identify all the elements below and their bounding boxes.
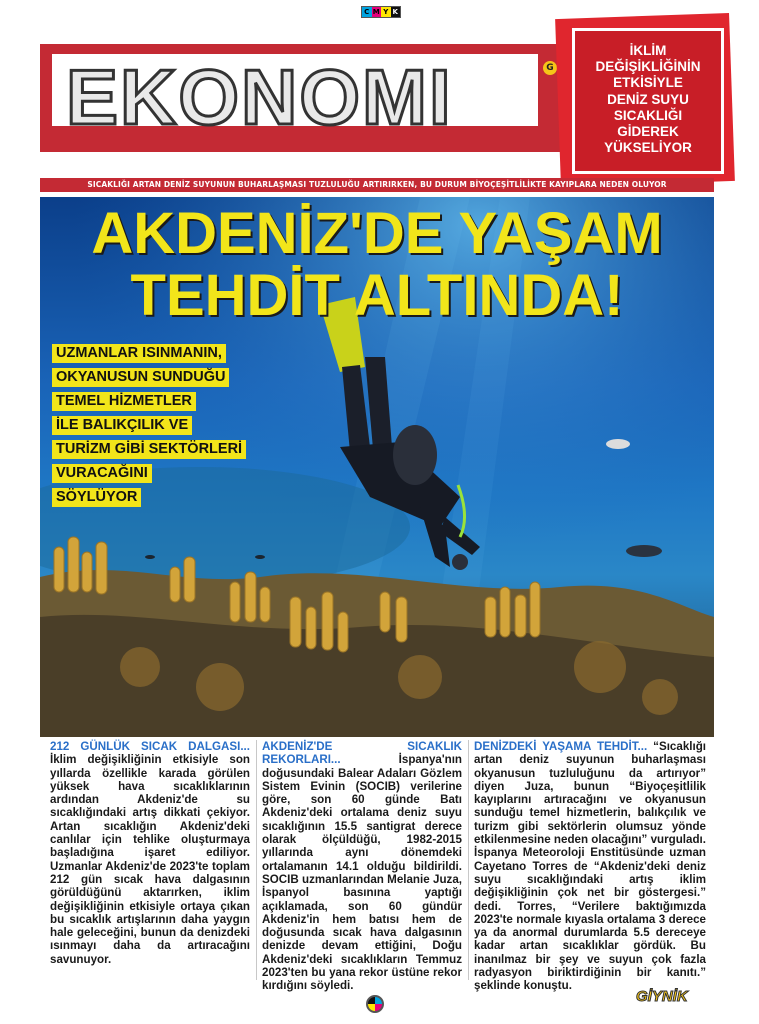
- article-column-1: [50, 740, 250, 966]
- headline: [40, 203, 714, 327]
- fish: [145, 555, 155, 559]
- column-lead: DENİZDEKİ YAŞAMA TEHDİT...: [474, 740, 648, 753]
- side-line: ETKİSİYLE: [613, 75, 683, 91]
- cmyk-registration-strip: [361, 6, 401, 18]
- column-body: “Sıcaklığı artan deniz suyunun buharlaşması okyanusun tuzluluğunu da artırıyor” diyen Juza, bunun “Biyoçeşitlilik kayıplarını artıracağını ve okyanusun sunduğu temel hizmetlerin, balıkçılık ve turizm gibi sektörlerin olumsuz yönde etkilenmesine neden olacağını” vurguladı. İspanya Meteoroloji Enstitüsünde uzman Cayetano Torres de “Akdeniz'deki deniz suyu sıcaklığındaki artış iklim değişikliğinin çok net bir göstergesi.” dedi. Torres, “Verilere baktığımızda 2023'te normale kıyasla ortalama 3 derece ya da anormal durumlarda 5.5 dereceye kadar artan sıcaklıklar gördük. Bu inanılmaz bir şey ve suyun çok fazla radyasyon biriktirdiğinin bir kanıtı.” şeklinde konuştu.: [474, 740, 707, 993]
- column-body: İspanya'nın doğusundaki Balear Adaları Gözlem Sistem Evinin (SOCIB) verilerine göre, son 60 günde Batı Akdeniz'deki ortalama deniz suyu sıcaklığının 15.5 santigrat derece olarak ölçüldüğü, 1982-2015 yıllarında aynı dönemdeki ortalamanın 14.1 olduğu bildirildi. SOCIB uzmanlarından Melanie Juza, İspanyol basınına yaptığı açıklamada, son 60 gündür Akdeniz'in hem batısı hem de doğusunda sıcak hava dalgasının denizde devam ettiğini, Doğu Akdeniz'deki sıcaklıkların Temmuz 2023'ten bu yana rekor üstüne rekor kırdığını söyledi.: [262, 753, 462, 993]
- fish: [626, 545, 662, 557]
- cmyk-y: Y: [381, 7, 391, 17]
- deck: [52, 342, 292, 510]
- cmyk-m: M: [372, 8, 380, 16]
- column-lead: AKDENİZ'DE SICAKLIK REKORLARI...: [262, 740, 462, 767]
- deck-line: TEMEL HİZMETLER: [52, 392, 196, 411]
- side-line: DEĞİŞİKLİĞİNİN: [595, 59, 701, 75]
- cmyk-c: C: [362, 7, 372, 17]
- side-teaser-box: [572, 28, 724, 174]
- issue-number: Sayı: 561: [204, 154, 240, 163]
- fish: [606, 439, 630, 449]
- side-line: İKLİM: [629, 43, 667, 58]
- deck-line: SÖYLÜYOR: [52, 488, 141, 507]
- fish: [255, 555, 265, 559]
- article-column-2: [262, 740, 462, 993]
- g-logo-icon: G: [543, 61, 557, 75]
- deck-line: İLE BALIKÇILIK VE: [52, 416, 192, 435]
- article-columns: [50, 740, 710, 993]
- column-body: İklim değişikliğinin etkisiyle son yıllarda özellikle karada görülen yüksek hava sıcaklıklarının ardından Akdeniz'de su sıcaklığındaki artış dikkati çekiyor. Artan sıcaklığın Akdeniz'deki canlılar için tehlike oluşturmaya başladığına işaret ediliyor. Uzmanlar Akdeniz'de 2023'te toplam 212 gün sıcak hava dalgasının görüldüğünü aktarırken, iklim değişikliğinin etkisiyle ortaya çıkan bu sıcaklık artışlarının daha yaygın hale geleceğini, bunun da denizdeki ısınmayı daha da artıracağını savunuyor.: [50, 753, 250, 966]
- column-divider: [468, 740, 469, 980]
- diver-reef-photo: [40, 197, 714, 737]
- side-line: YÜKSELİYOR: [604, 140, 692, 156]
- side-line: SICAKLIĞI: [613, 107, 683, 123]
- subhead-bar: SICAKLIĞI ARTAN DENİZ SUYUNUN BUHARLAŞMASI TUZLULUĞU ARTIRIRKEN, BU DURUM BİYOÇEŞİTLİLİKTE KAYIPLARA NEDEN OLUYOR: [40, 178, 714, 192]
- side-line: DENİZ SUYU: [607, 91, 689, 107]
- issue-date: 15 Şubat 2024 Perşembe: [52, 154, 147, 163]
- website-url: www.giynikgazetesi.com: [442, 154, 535, 163]
- issue-meta: [52, 152, 542, 166]
- deck-line: OKYANUSUN SUNDUĞU: [52, 368, 229, 387]
- brand-logo: GİYNİK: [636, 988, 688, 1005]
- deck-line: VURACAĞINI: [52, 464, 152, 483]
- headline-line-2: TEHDİT ALTINDA!: [130, 263, 624, 328]
- cmyk-k: K: [391, 7, 401, 17]
- side-teaser-text: [575, 43, 721, 156]
- issue-year: Yıl: 2: [264, 154, 283, 163]
- deck-line: TURİZM GİBİ SEKTÖRLERİ: [52, 440, 246, 459]
- article-column-3: [474, 740, 706, 993]
- masthead-box: [52, 53, 538, 141]
- side-line: GİDEREK: [617, 124, 679, 140]
- headline-line-1: AKDENİZ'DE YAŞAM: [91, 201, 663, 266]
- registration-target-icon: [366, 995, 384, 1013]
- column-lead: 212 GÜNLÜK SICAK DALGASI...: [50, 740, 250, 753]
- column-divider: [256, 740, 257, 980]
- issue-type: Günlük Gazete: [320, 154, 376, 163]
- deck-line: UZMANLAR ISINMANIN,: [52, 344, 226, 363]
- masthead-title: EKONOMI: [66, 53, 453, 141]
